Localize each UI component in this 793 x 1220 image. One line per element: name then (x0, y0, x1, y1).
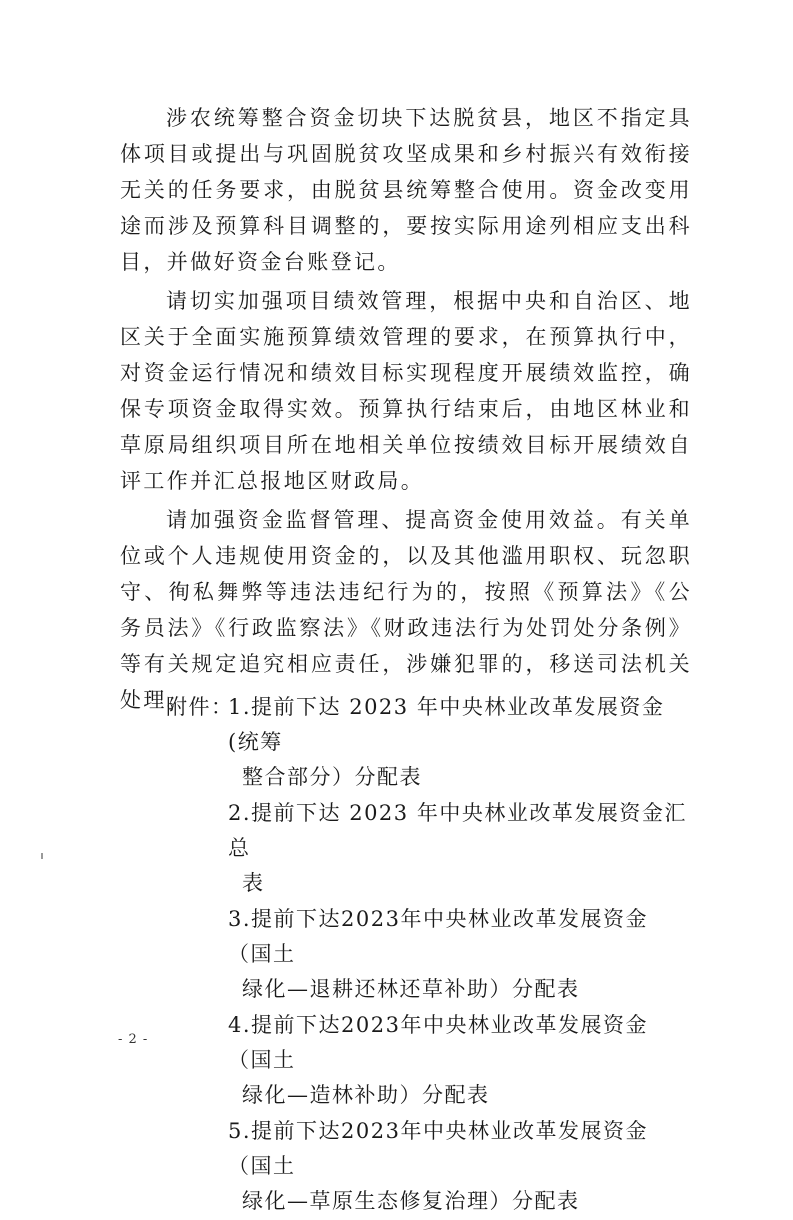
attachment-item (120, 902, 692, 1007)
attachment-line-continued: 绿化—造林补助）分配表 (242, 1083, 490, 1107)
attachment-line-continued: 整合部分）分配表 (242, 765, 422, 789)
attachment-line: 1.提前下达 2023 年中央林业改革发展资金(统筹 (228, 695, 665, 754)
attachment-line-continued: 绿化—草原生态修复治理）分配表 (242, 1189, 580, 1213)
attachment-line: 4.提前下达2023年中央林业改革发展资金（国土 (228, 1013, 648, 1072)
attachment-item (120, 796, 692, 901)
page-number: - 2 - (118, 1032, 149, 1047)
attachment-line: 3.提前下达2023年中央林业改革发展资金（国土 (228, 907, 648, 966)
body-text (120, 100, 692, 721)
attachment-item (120, 1008, 692, 1113)
attachment-item (120, 1114, 692, 1219)
attachments-label: 附件： (166, 695, 234, 719)
paragraph-supervision: 请加强资金监督管理、提高资金使用效益。有关单位或个人违规使用资金的，以及其他滥用职权、玩忽职守、徇私舞弊等违法违纪行为的，按照《预算法》《公务员法》《行政监察法》《财政违法行为处罚处分条例》等有关规定追究相应责任，涉嫌犯罪的，移送司法机关处理。 (120, 508, 692, 712)
attachment-item (120, 690, 692, 795)
paragraph-fund-integration: 涉农统筹整合资金切块下达脱贫县，地区不指定具体项目或提出与巩固脱贫攻坚成果和乡村振兴有效衔接无关的任务要求，由脱贫县统筹整合使用。资金改变用途而涉及预算科目调整的，要按实际用途列相应支出科目，并做好资金台账登记。 (120, 106, 692, 274)
attachment-line-continued: 绿化—退耕还林还草补助）分配表 (242, 977, 580, 1001)
margin-mark (41, 853, 43, 859)
paragraph-performance-management: 请切实加强项目绩效管理，根据中央和自治区、地区关于全面实施预算绩效管理的要求，在预算执行中，对资金运行情况和绩效目标实现程度开展绩效监控，确保专项资金取得实效。预算执行结束后，由地区林业和草原局组织项目所在地相关单位按绩效目标开展绩效自评工作并汇总报地区财政局。 (120, 289, 692, 493)
attachments-list (120, 690, 692, 1220)
attachment-line-continued: 表 (242, 871, 265, 895)
attachment-line: 5.提前下达2023年中央林业改革发展资金（国土 (228, 1119, 648, 1178)
attachment-line: 2.提前下达 2023 年中央林业改革发展资金汇总 (228, 801, 687, 860)
